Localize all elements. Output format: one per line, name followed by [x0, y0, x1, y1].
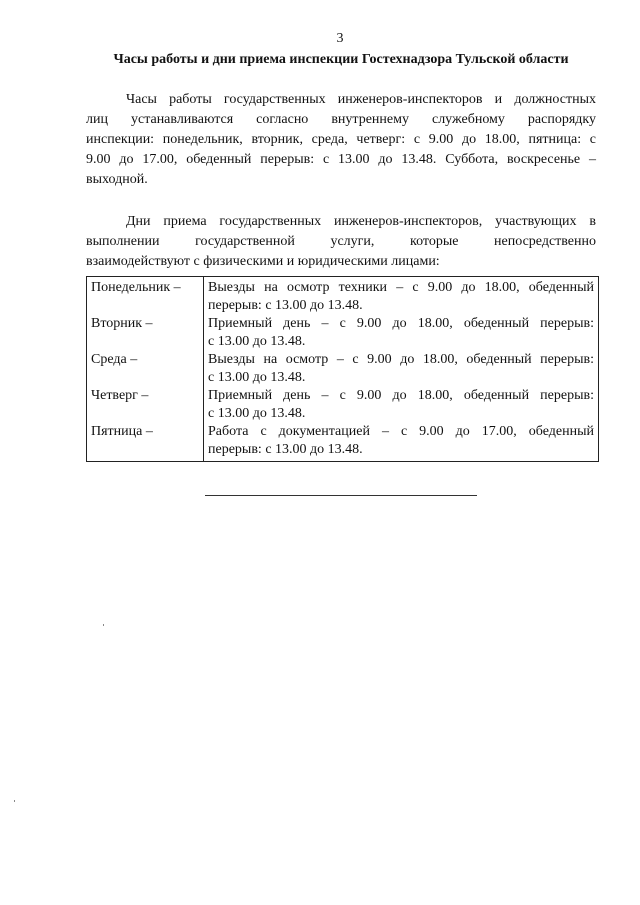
paragraph-line: взаимодействуют с физическими и юридическими лицами: [86, 254, 440, 269]
closing-rule [205, 495, 477, 496]
paragraph-line: лиц устанавливаются согласно внутреннему служебному распорядку [86, 112, 596, 127]
paragraph-line: инспекции: понедельник, вторник, среда, четверг: с 9.00 до 18.00, пятница: с [86, 132, 596, 147]
schedule-description-line: с 13.00 до 13.48. [208, 370, 306, 385]
schedule-description [204, 351, 599, 387]
schedule-description-line: перерыв: с 13.00 до 13.48. [208, 442, 363, 457]
table-row [87, 277, 599, 316]
table-row [87, 351, 599, 387]
schedule-day: Вторник – [87, 315, 204, 351]
schedule-description-line: Выезды на осмотр – с 9.00 до 18.00, обеденный перерыв: [208, 352, 594, 367]
schedule-day: Среда – [87, 351, 204, 387]
schedule-description [204, 387, 599, 423]
page-title: Часы работы и дни приема инспекции Гостехнадзора Тульской области [113, 52, 569, 67]
schedule-description-line: Приемный день – с 9.00 до 18.00, обеденный перерыв: [208, 316, 594, 331]
schedule-description-line: Выезды на осмотр техники – с 9.00 до 18.00, обеденный [208, 280, 594, 295]
paragraph-line: выполнении государственной услуги, которые непосредственно [86, 234, 596, 249]
schedule-description-line: Приемный день – с 9.00 до 18.00, обеденный перерыв: [208, 388, 594, 403]
schedule-day: Четверг – [87, 387, 204, 423]
paragraph-reception-days [86, 212, 596, 272]
schedule-description [204, 423, 599, 462]
paragraph-working-hours [86, 90, 596, 190]
schedule-description-line: Работа с документацией – с 9.00 до 17.00, обеденный [208, 424, 594, 439]
schedule-description-line: с 13.00 до 13.48. [208, 406, 306, 421]
table-row [87, 423, 599, 462]
schedule-table [86, 276, 599, 462]
schedule-day: Пятница – [87, 423, 204, 462]
paragraph-line: выходной. [86, 172, 148, 187]
schedule-description [204, 277, 599, 316]
paragraph-line: 9.00 до 17.00, обеденный перерыв: с 13.00 до 13.48. Суббота, воскресенье – [86, 152, 596, 167]
paragraph-line: Часы работы государственных инженеров-инспекторов и должностных [126, 92, 596, 107]
page-number: 3 [336, 31, 344, 46]
schedule-description [204, 315, 599, 351]
scan-speck [14, 800, 15, 802]
table-row [87, 387, 599, 423]
schedule-description-line: с 13.00 до 13.48. [208, 334, 306, 349]
table-row [87, 315, 599, 351]
schedule-description-line: перерыв: с 13.00 до 13.48. [208, 298, 363, 313]
paragraph-line: Дни приема государственных инженеров-инспекторов, участвующих в [126, 214, 596, 229]
scan-speck [103, 624, 104, 626]
schedule-day: Понедельник – [87, 277, 204, 316]
